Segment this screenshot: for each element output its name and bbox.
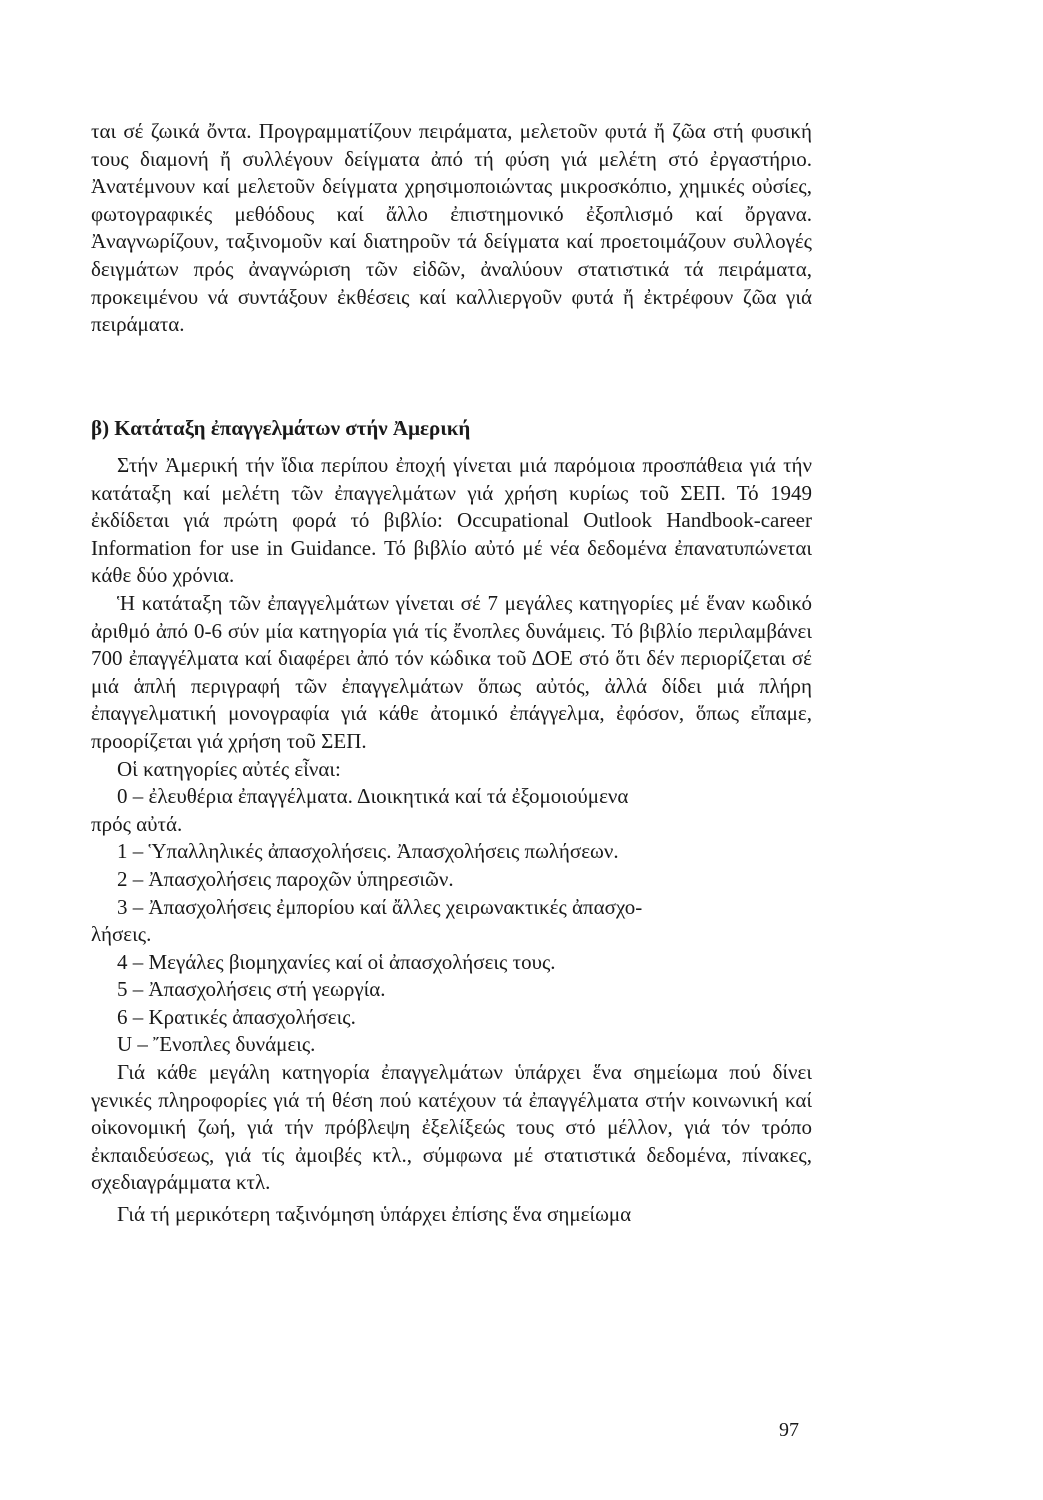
- section-paragraph-3: Γιά κάθε μεγάλη κατηγορία ἐπαγγελμάτων ὑπάρχει ἕνα σημείωμα πού δίνει γενικές πληροφορίες γιά τή θέση πού κατέχουν τά ἐπαγγέλματα στήν κοινωνική καί οἰκονομική ζωή, γιά τήν πρόβλεψη ἐξελίξεώς τους στό μέλλον, γιά τόν τρόπο ἐκπαιδεύσεως, γιά τίς ἀμοιβές κτλ., σύμφωνα μέ στατιστικά δεδομένα, πίνακες, σχεδιαγράμματα κτλ.: [91, 1060, 812, 1195]
- categories-intro: Οἱ κατηγορίες αὐτές εἶναι:: [117, 756, 341, 781]
- category-code: 4: [117, 949, 128, 974]
- category-item-0: [91, 783, 812, 838]
- category-code: 6: [117, 1004, 128, 1029]
- category-text: – Ἔνοπλες δυνάμεις.: [137, 1032, 316, 1057]
- category-item-1: [91, 838, 812, 866]
- category-text: – Ἀπασχολήσεις παροχῶν ὑπηρεσιῶν.: [132, 866, 454, 891]
- category-text: – Ἀπασχολήσεις στή γεωργία.: [132, 977, 386, 1002]
- category-text: – Μεγάλες βιομηχανίες καί οἱ ἀπασχολήσεις τους.: [132, 949, 556, 974]
- category-text: – Ἀπασχολήσεις ἐμπορίου καί ἄλλες χειρωνακτικές ἀπασχο-: [132, 894, 643, 919]
- section-paragraph-2: Ἡ κατάταξη τῶν ἐπαγγελμάτων γίνεται σέ 7 μεγάλες κατηγορίες μέ ἕναν κωδικό ἀριθμό ἀπό 0-6 σύν μία κατηγορία γιά τίς ἔνοπλες δυνάμεις. Τό βιβλίο περιλαμβάνει 700 ἐπαγγέλματα καί διαφέρει ἀπό τόν κώδικα τοῦ ΔΟΕ στό ὅτι δέν περιορίζεται σέ μιά ἁπλή περιγραφή τῶν ἐπαγγελμάτων ὅπως αὐτός, ἀλλά δίδει μιά πλήρη ἐπαγγελματική μονογραφία γιά κάθε ἀτομικό ἐπάγγελμα, ἐφόσον, ὅπως εἴπαμε, προορίζεται γιά χρήση τοῦ ΣΕΠ.: [91, 590, 812, 753]
- section-body: [91, 452, 812, 1229]
- category-code: 3: [117, 894, 128, 919]
- category-code: 1: [117, 839, 128, 864]
- category-item-4: [91, 949, 812, 977]
- category-code: 5: [117, 977, 128, 1002]
- intro-paragraph: ται σέ ζωικά ὄντα. Προγραμματίζουν πειράματα, μελετοῦν φυτά ἤ ζῶα στή φυσική τους διαμονή ἤ συλλέγουν δείγματα ἀπό τή φύση γιά μελέτη στό ἐργαστήριο. Ἀνατέμνουν καί μελετοῦν δείγματα χρησιμοποιώντας μικροσκόπιο, χημικές οὐσίες, φωτογραφικές μεθόδους καί ἄλλο ἐπιστημονικό ἐξοπλισμό καί ὄργανα. Ἀναγνωρίζουν, ταξινομοῦν καί διατηροῦν τά δείγματα καί προετοιμάζουν συλλογές δειγμάτων πρός ἀναγνώριση τῶν εἰδῶν, ἀναλύουν στατιστικά τά πειράματα, προκειμένου νά συντάξουν ἐκθέσεις καί καλλιεργοῦν φυτά ἤ ἐκτρέφουν ζῶα γιά πειράματα.: [91, 119, 812, 337]
- category-item-6: [91, 1004, 812, 1032]
- category-code: 2: [117, 866, 128, 891]
- category-text: – Κρατικές ἀπασχολήσεις.: [132, 1004, 356, 1029]
- category-item-7: [91, 1031, 812, 1059]
- section-paragraph-1: Στήν Ἀμερική τήν ἴδια περίπου ἐποχή γίνεται μιά παρόμοια προσπάθεια γιά τήν κατάταξη καί μελέτη τῶν ἐπαγγελμάτων γιά χρήση κυρίως τοῦ ΣΕΠ. Τό 1949 ἐκδίδεται γιά πρώτη φορά τό βιβλίο: Occupational Outlook Handbook-career Information for use in Guidance. Τό βιβλίο αὐτό μέ νέα δεδομένα ἐπανατυπώνεται κάθε δύο χρόνια.: [91, 453, 812, 588]
- section-heading: β) Κατάταξη ἐπαγγελμάτων στήν Ἀμερική: [91, 416, 471, 440]
- category-code: U: [117, 1032, 133, 1057]
- category-item-5: [91, 976, 812, 1004]
- category-continuation: πρός αὐτά.: [91, 811, 183, 836]
- page-number: 97: [779, 1419, 799, 1441]
- category-text: – Ὑπαλληλικές ἀπασχολήσεις. Ἀπασχολήσεις πωλήσεων.: [132, 839, 619, 864]
- category-item-2: [91, 866, 812, 894]
- category-code: 0: [117, 784, 128, 809]
- category-text: – ἐλευθέρια ἐπαγγέλματα. Διοικητικά καί τά ἐξομοιούμενα: [132, 784, 629, 809]
- section-paragraph-4: Γιά τή μερικότερη ταξινόμηση ὑπάρχει ἐπίσης ἕνα σημείωμα: [117, 1202, 632, 1227]
- category-continuation: λήσεις.: [91, 922, 152, 947]
- category-item-3: [91, 894, 812, 949]
